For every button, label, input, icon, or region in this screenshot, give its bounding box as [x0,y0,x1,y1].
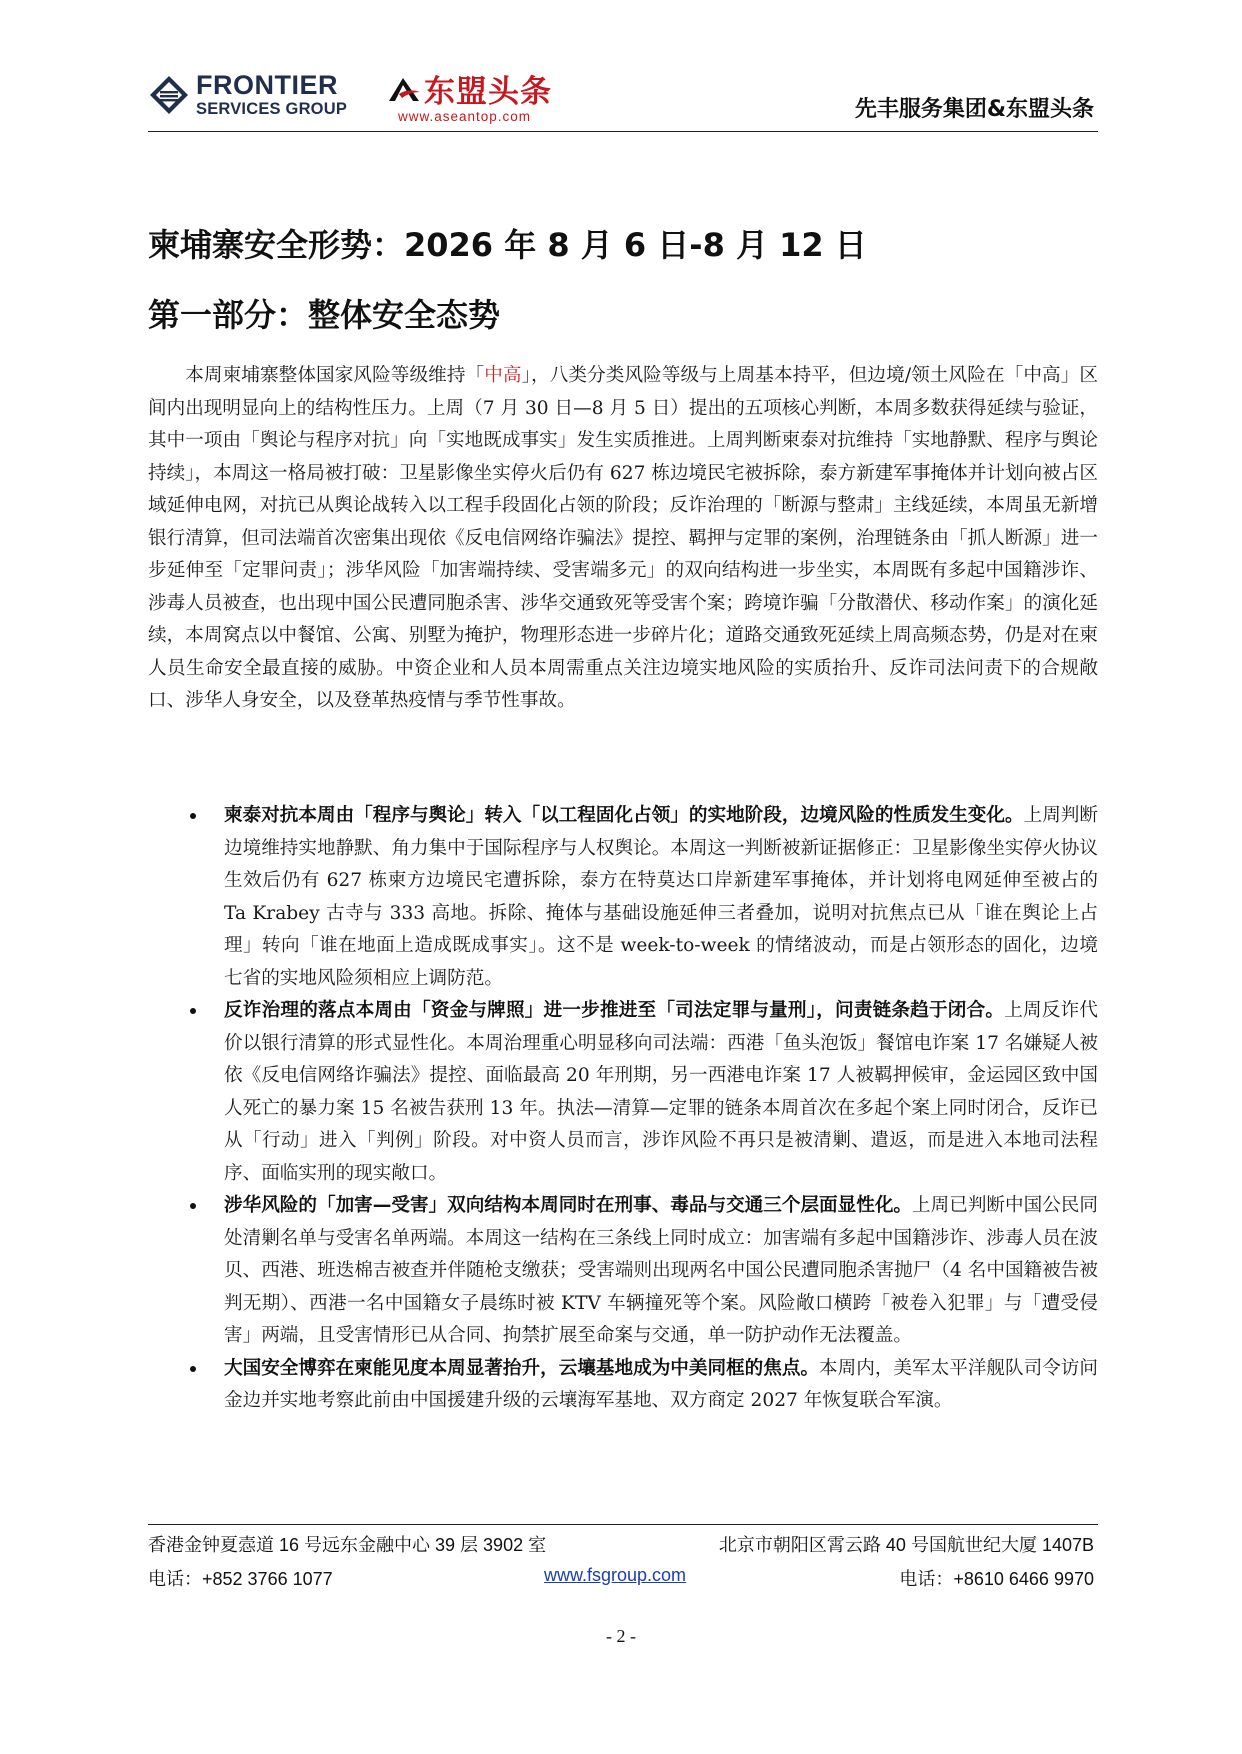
list-item [148,1190,1098,1353]
page-number: - 2 - [606,1626,636,1646]
bullet-dot-icon [190,1203,196,1209]
bullet-heading: 柬泰对抗本周由「程序与舆论」转入「以工程固化占领」的实地阶段，边境风险的性质发生变化。 [224,805,1024,826]
bullet-dot-icon [190,813,196,819]
aseantop-title: 东盟头条 [424,74,552,110]
section-title: 第一部分：整体安全态势 [148,296,501,334]
hong-kong-phone: 电话：+852 3766 1077 [148,1569,333,1589]
aseantop-url: www.aseantop.com [398,109,532,124]
bullet-text: 上周判断边境维持实地静默、角力集中于国际程序与人权舆论。本周这一判断被新证据修正：卫星影像坐实停火协议生效后仍有 627 栋柬方边境民宅遭拆除，泰方在特莫达口岸新建军事掩体，并计划将电网延伸至被占的 Ta Krabey 古寺与 333 高地。拆除、掩体与基础设施延伸三者叠加，说明对抗焦点已从「谁在舆论上占理」转向「谁在地面上造成既成事实」。这不是 week-to-week 的情绪波动，而是占领形态的固化，边境七省的实地风险须相应上调防范。 [224,805,1098,989]
website-link[interactable]: www.fsgroup.com [544,1565,687,1585]
beijing-phone: 电话：+8610 6466 9970 [899,1569,1094,1589]
key-judgments-list [148,800,1098,1418]
header-company-name: 先丰服务集团&东盟头条 [854,97,1094,122]
hong-kong-address: 香港金钟夏悫道 16 号远东金融中心 39 层 3902 室 [148,1535,547,1555]
bullet-text: 上周已判断中国公民同处清剿名单与受害名单两端。本周这一结构在三条线上同时成立：加害端有多起中国籍涉诈、涉毒人员在波贝、西港、班迭棉吉被查并伴随枪支缴获；受害端则出现两名中国公民遭同胞杀害抛尸（4 名中国籍被告被判无期）、西港一名中国籍女子晨练时被 KTV 车辆撞死等个案。风险敞口横跨「被卷入犯罪」与「遭受侵害」两端，且受害情形已从合同、拘禁扩展至命案与交通，单一防护动作无法覆盖。 [224,1195,1098,1346]
list-item [148,1353,1098,1418]
risk-level-highlight: 中高 [484,365,522,386]
bullet-text: 上周反诈代价以银行清算的形式显性化。本周治理重心明显移向司法端：西港「鱼头泡饭」餐馆电诈案 17 名嫌疑人被依《反电信网络诈骗法》提控、面临最高 20 年刑期，另一西港电诈案 17 人被羁押候审，金运园区致中国人死亡的暴力案 15 名被告获刑 13 年。执法—清算—定罪的链条本周首次在多起个案上同时闭合，反诈已从「行动」进入「判例」阶段。对中资人员而言，涉诈风险不再只是被清剿、遣返，而是进入本地司法程序、面临实刑的现实敞口。 [224,1000,1098,1184]
bullet-dot-icon [190,1366,196,1372]
beijing-address: 北京市朝阳区霄云路 40 号国航世纪大厦 1407B [718,1535,1094,1555]
bullet-text: 本周内，美军太平洋舰队司令访问金边并实地考察此前由中国援建升级的云壤海军基地、双方商定 2027 年恢复联合军演。 [224,1357,1098,1411]
bullet-heading: 大国安全博弈在柬能见度本周显著抬升，云壤基地成为中美同框的焦点。 [224,1357,820,1379]
page-title: 柬埔寨安全形势：2026 年 8 月 6 日-8 月 12 日 [148,226,867,264]
page-footer [148,1524,1098,1593]
list-item [148,995,1098,1190]
intro-text-rest: 」，八类分类风险等级与上周基本持平，但边境/领土风险在「中高」区间内出现明显向上的结构性压力。上周（7 月 30 日—8 月 5 日）提出的五项核心判断，本周多数获得延续与验证，其中一项由「舆论与程序对抗」向「实地既成事实」发生实质推进。上周判断柬泰对抗维持「实地静默、程序与舆论持续」，本周这一格局被打破：卫星影像坐实停火后仍有 627 栋边境民宅被拆除，泰方新建军事掩体并计划向被占区域延伸电网，对抗已从舆论战转入以工程手段固化占领的阶段；反诈治理的「断源与整肃」主线延续，本周虽无新增银行清算，但司法端首次密集出现依《反电信网络诈骗法》提控、羁押与定罪的案例，治理链条由「抓人断源」进一步延伸至「定罪问责」；涉华风险「加害端持续、受害端多元」的双向结构进一步坐实，本周既有多起中国籍涉诈、涉毒人员被查，也出现中国公民遭同胞杀害、涉华交通致死等受害个案；跨境诈骗「分散潜伏、移动作案」的演化延续，本周窝点以中餐馆、公寓、别墅为掩护，物理形态进一步碎片化；道路交通致死延续上周高频态势，仍是对在柬人员生命安全最直接的威胁。中资企业和人员本周需重点关注边境实地风险的实质抬升、反诈司法问责下的合规敞口、涉华人身安全，以及登革热疫情与季节性事故。 [148,365,1098,711]
intro-text-start: 本周柬埔寨整体国家风险等级维持「 [185,365,485,386]
fsg-logo-line2: SERVICES GROUP [196,100,348,119]
bullet-heading: 反诈治理的落点本周由「资金与牌照」进一步推进至「司法定罪与量刑」，问责链条趋于闭合。 [224,1000,1005,1021]
fsg-logo-line1: FRONTIER [196,70,338,101]
list-item [148,800,1098,995]
bullet-heading: 涉华风险的「加害—受害」双向结构本周同时在刑事、毒品与交通三个层面显性化。 [224,1195,913,1216]
bullet-dot-icon [190,1008,196,1014]
